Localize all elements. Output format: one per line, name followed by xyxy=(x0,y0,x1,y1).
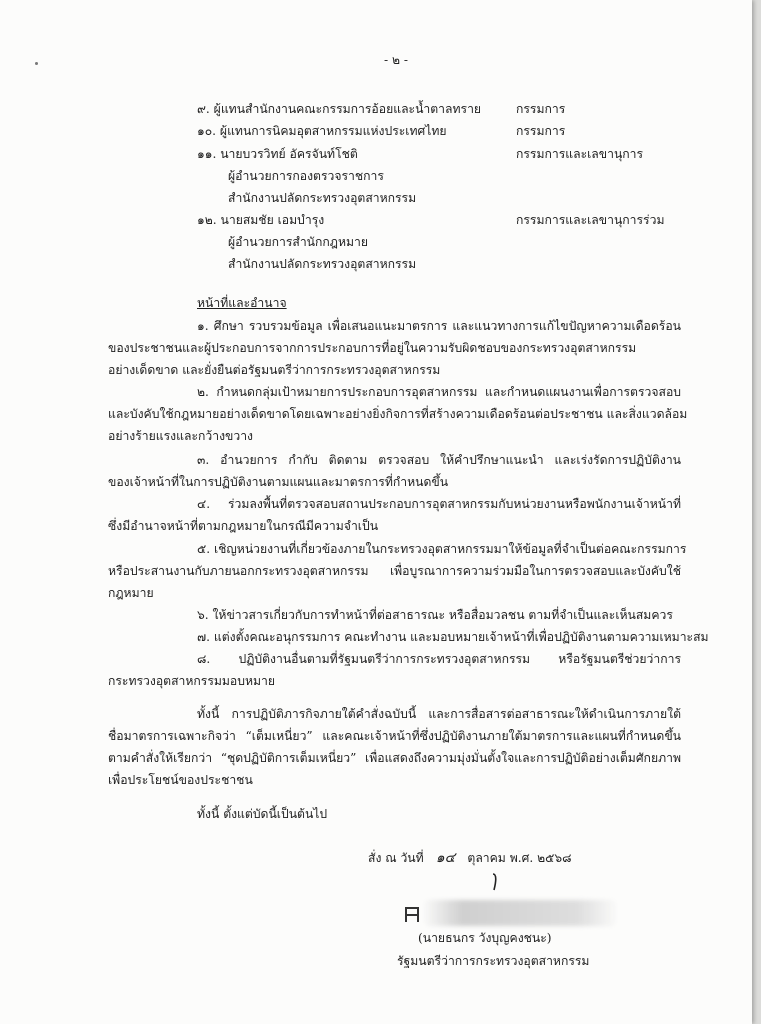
closing-line-4: เพื่อประโยชน์ของประชาชน xyxy=(108,773,253,787)
duty-3-line-2: ของเจ้าหน้าที่ในการปฏิบัติงานตามแผนและมาตรการที่กำหนดขึ้น xyxy=(108,475,449,489)
duty-8-line-2: กระทรวงอุตสาหกรรมมอบหมาย xyxy=(108,674,276,688)
duty-4-line-1: ๔. ร่วมลงพื้นที่ตรวจสอบสถานประกอบการอุตสาหกรรมกับหน่วยงานหรือพนักงานเจ้าหน้าที่ xyxy=(197,497,681,511)
order-date-prefix: สั่ง ณ วันที่ xyxy=(368,851,424,865)
closing-line-1: ทั้งนี้ การปฏิบัติภารกิจภายใต้คำสั่งฉบับนี้ และการสื่อสารต่อสาธารณะให้ดำเนินการภายใต้ xyxy=(197,707,681,721)
member-12-position: ผู้อำนวยการสำนักกฎหมาย xyxy=(228,235,368,249)
duty-6: ๖. ให้ข่าวสารเกี่ยวกับการทำหน้าที่ต่อสาธารณะ หรือสื่อมวลชน ตามที่จำเป็นและเห็นสมควร xyxy=(197,608,673,622)
redacted-signature xyxy=(424,900,616,926)
closing-line-3: ตามคำสั่งให้เรียกว่า “ชุดปฏิบัติการเต็มเหนี่ยว” เพื่อแสดงถึงความมุ่งมั่นตั้งใจและการปฏิบัติอย่างเต็มศักยภาพ xyxy=(108,751,681,765)
member-9-name: ๙. ผู้แทนสำนักงานคณะกรรมการอ้อยและน้ำตาลทราย xyxy=(197,102,482,116)
duty-3-line-1: ๓. อำนวยการ กำกับ ติดตาม ตรวจสอบ ให้คำปรึกษาแนะนำ และเร่งรัดการปฏิบัติงาน xyxy=(197,453,681,467)
member-11-name: ๑๑. นายบวรวิทย์ อัครจันท์โชติ xyxy=(197,147,358,161)
member-10-name: ๑๐. ผู้แทนการนิคมอุตสาหกรรมแห่งประเทศไทย xyxy=(197,124,447,138)
duty-5-line-1: ๕. เชิญหน่วยงานที่เกี่ยวข้องภายในกระทรวงอุตสาหกรรมมาให้ข้อมูลที่จำเป็นต่อคณะกรรมการ xyxy=(197,542,687,556)
order-date xyxy=(368,850,571,866)
order-date-day: ๑๔ xyxy=(435,850,456,866)
signer-title: รัฐมนตรีว่าการกระทรวงอุตสาหกรรม xyxy=(397,954,590,968)
signer-name: (นายธนกร วังบุญคงชนะ) xyxy=(418,931,552,945)
duty-2-line-2: และบังคับใช้กฎหมายอย่างเด็ดขาดโดยเฉพาะอย่างยิ่งกิจการที่สร้างความเดือดร้อนต่อประชาชน และสิ่งแวดล้อม xyxy=(108,407,688,421)
member-9-role: กรรมการ xyxy=(516,102,566,116)
duties-heading: หน้าที่และอำนาจ xyxy=(197,296,287,310)
order-date-month-year: ตุลาคม พ.ศ. ๒๕๖๘ xyxy=(467,851,572,865)
duty-2-line-3: อย่างร้ายแรงและกว้างขวาง xyxy=(108,429,253,443)
member-12-name: ๑๒. นายสมชัย เอมบำรุง xyxy=(197,213,325,227)
page-number: - ๒ - xyxy=(384,53,409,67)
duty-8-line-1: ๘. ปฏิบัติงานอื่นตามที่รัฐมนตรีว่าการกระทรวงอุตสาหกรรม หรือรัฐมนตรีช่วยว่าการ xyxy=(197,652,681,666)
signature-mark-icon xyxy=(490,872,502,892)
duty-1-line-2: ของประชาชนและผู้ประกอบการจากการประกอบการที่อยู่ในความรับผิดชอบของกระทรวงอุตสาหกรรม xyxy=(108,341,637,355)
effective-clause: ทั้งนี้ ตั้งแต่บัดนี้เป็นต้นไป xyxy=(197,807,328,821)
closing-line-2: ชื่อมาตรการเฉพาะกิจว่า “เต็มเหนี่ยว” และคณะเจ้าหน้าที่ซึ่งปฏิบัติงานภายใต้มาตรการและแผนที่กำหนดขึ้น xyxy=(108,729,681,743)
duty-1-line-1: ๑. ศึกษา รวบรวมข้อมูล เพื่อเสนอแนะมาตรการ และแนวทางการแก้ไขปัญหาความเดือดร้อน xyxy=(197,319,681,333)
duty-4-line-2: ซึ่งมีอำนาจหน้าที่ตามกฎหมายในกรณีมีความจำเป็น xyxy=(108,519,379,533)
member-11-office: สำนักงานปลัดกระทรวงอุตสาหกรรม xyxy=(228,191,417,205)
member-10-role: กรรมการ xyxy=(516,124,566,138)
member-11-role: กรรมการและเลขานุการ xyxy=(516,147,644,161)
member-12-role: กรรมการและเลขานุการร่วม xyxy=(516,213,665,227)
duty-7: ๗. แต่งตั้งคณะอนุกรรมการ คณะทำงาน และมอบหมายเจ้าหน้าที่เพื่อปฏิบัติงานตามความเหมาะสม xyxy=(197,630,709,644)
duty-2-line-1: ๒. กำหนดกลุ่มเป้าหมายการประกอบการอุตสาหกรรม และกำหนดแผนงานเพื่อการตรวจสอบ xyxy=(197,385,681,399)
scan-speck xyxy=(35,62,38,65)
duty-5-line-3: กฎหมาย xyxy=(108,586,154,600)
duty-5-line-2: หรือประสานงานกับภายนอกกระทรวงอุตสาหกรรม เพื่อบูรณาการความร่วมมือในการตรวจสอบและบังคับใช้ xyxy=(108,564,681,578)
duty-1-line-3: อย่างเด็ดขาด และยั่งยืนต่อรัฐมนตรีว่าการกระทรวงอุตสาหกรรม xyxy=(108,363,441,377)
signature-stroke-icon xyxy=(404,904,426,924)
member-11-position: ผู้อำนวยการกองตรวจราชการ xyxy=(228,169,384,183)
member-12-office: สำนักงานปลัดกระทรวงอุตสาหกรรม xyxy=(228,257,417,271)
